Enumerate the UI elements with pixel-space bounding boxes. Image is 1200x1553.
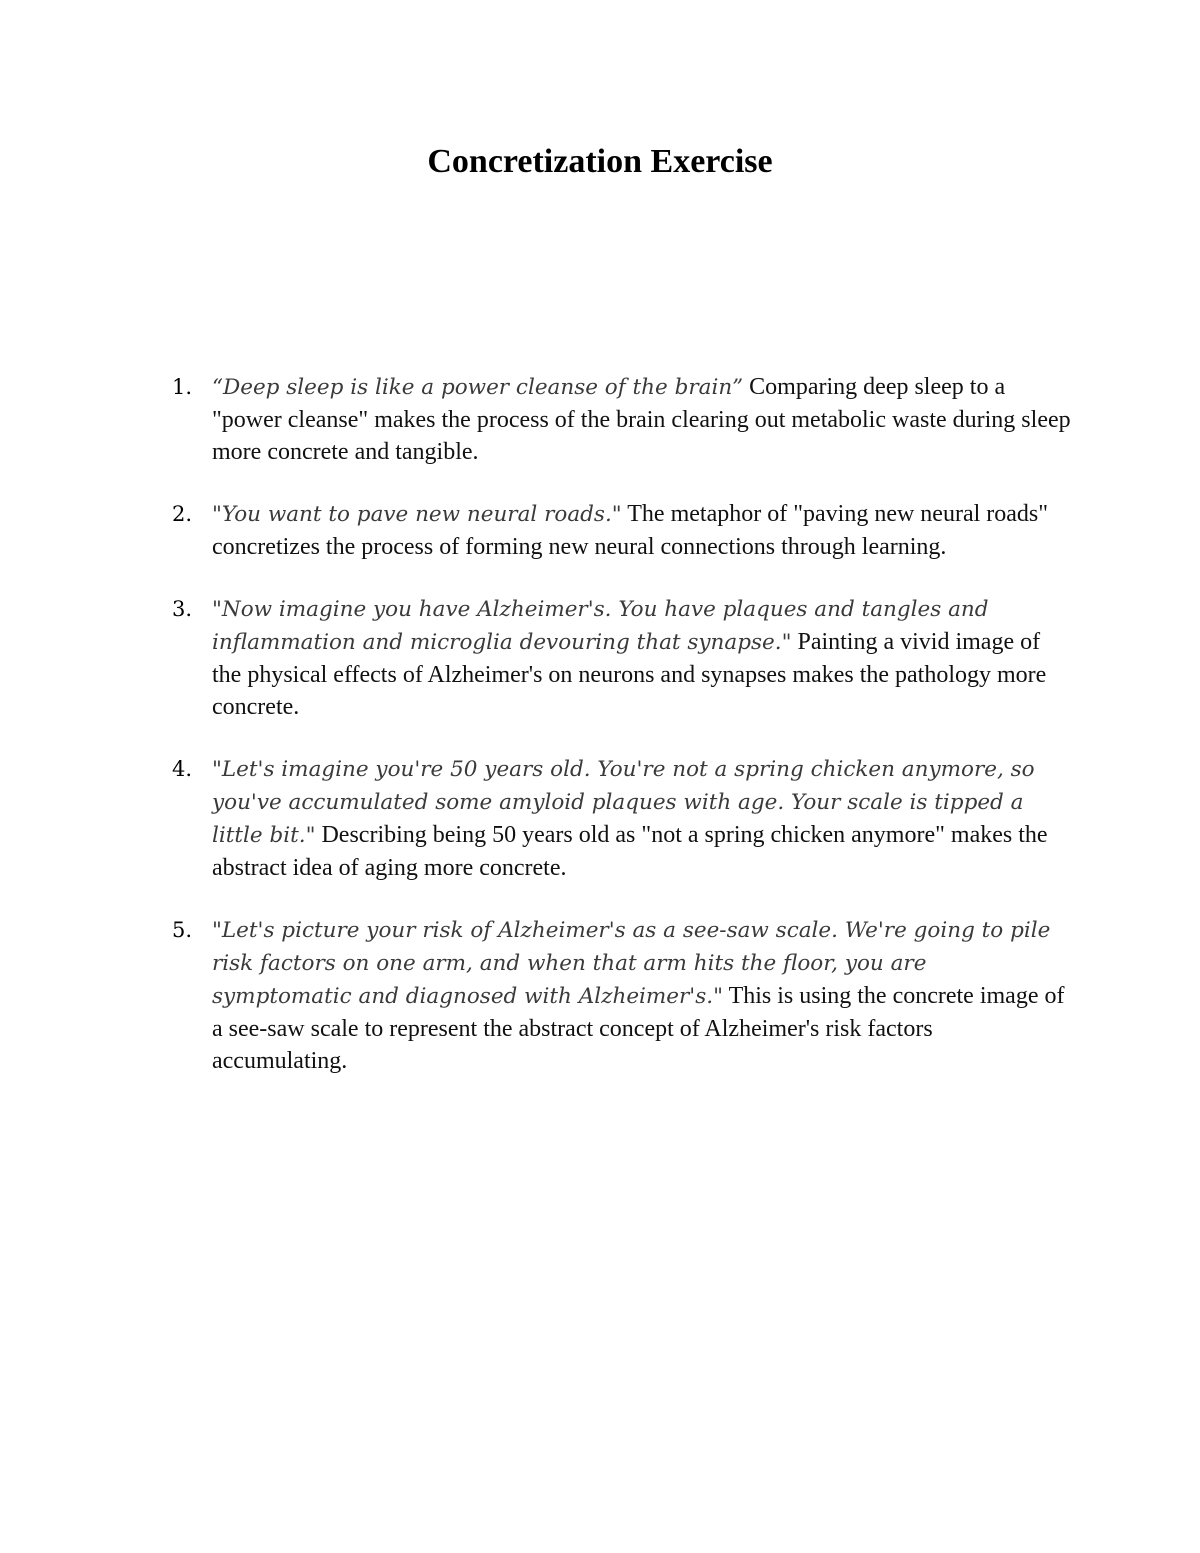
- item-quote: "Let's picture your risk of Alzheimer's as a see-saw scale. We're going to pile risk factors on one arm, and when that arm hits the floor, you are symptomatic and diagnosed with Alzheimer's.": [212, 918, 1051, 1009]
- list-item: [172, 914, 1072, 1077]
- item-comment: Comparing deep sleep to a "power cleanse" makes the process of the brain clearing out metabolic waste during sleep more concrete and tangible.: [212, 374, 1071, 465]
- item-number: 1.: [172, 375, 193, 399]
- item-comment: Describing being 50 years old as "not a spring chicken anymore" makes the abstract idea of aging more concrete.: [212, 822, 1048, 881]
- item-number: 5.: [172, 918, 193, 942]
- list-item: [172, 753, 1072, 884]
- item-number: 2.: [172, 502, 193, 526]
- list-item: [172, 593, 1072, 723]
- item-number: 4.: [172, 757, 193, 781]
- list-item: [172, 371, 1072, 468]
- item-comment: The metaphor of "paving new neural roads" concretizes the process of forming new neural connections through learning.: [212, 501, 1049, 560]
- item-comment: Painting a vivid image of the physical effects of Alzheimer's on neurons and synapses makes the pathology more concrete.: [212, 629, 1047, 720]
- example-list: [172, 371, 1072, 1077]
- item-comment: This is using the concrete image of a see-saw scale to represent the abstract concept of Alzheimer's risk factors accumulating.: [212, 983, 1065, 1074]
- item-quote: "Let's imagine you're 50 years old. You're not a spring chicken anymore, so you've accumulated some amyloid plaques with age. Your scale is tipped a little bit.": [212, 757, 1035, 848]
- item-quote: "Now imagine you have Alzheimer's. You have plaques and tangles and inflammation and microglia devouring that synapse.": [212, 597, 989, 655]
- list-item: [172, 498, 1072, 563]
- document-title: Concretization Exercise: [427, 143, 773, 180]
- item-quote: "You want to pave new neural roads.": [212, 502, 622, 527]
- item-quote: “Deep sleep is like a power cleanse of the brain”: [212, 375, 744, 400]
- item-number: 3.: [172, 597, 193, 621]
